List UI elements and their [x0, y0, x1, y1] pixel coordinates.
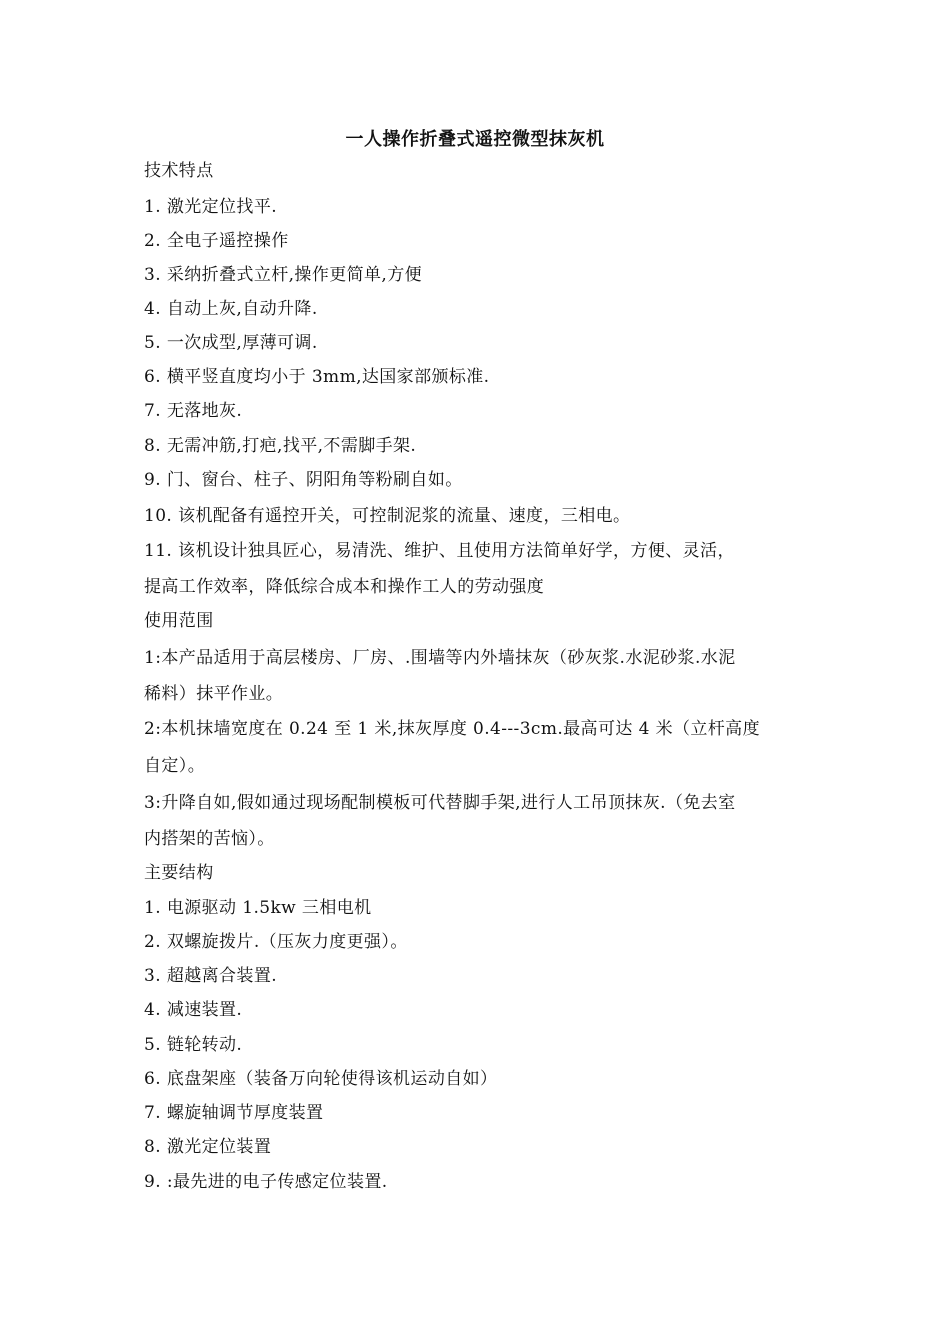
structure-item: 1. 电源驱动 1.5kw 三相电机 [144, 898, 372, 918]
feature-item: 9. 门、窗台、柱子、阴阳角等粉刷自如。 [144, 470, 463, 490]
structure-item: 5. 链轮转动. [144, 1035, 243, 1055]
scope-item: 3:升降自如,假如通过现场配制模板可代替脚手架,进行人工吊顶抹灰.（免去室 [144, 793, 736, 813]
scope-item: 1:本产品适用于高层楼房、厂房、.围墙等内外墙抹灰（砂灰浆.水泥砂浆.水泥 [144, 648, 736, 668]
structure-item: 7. 螺旋轴调节厚度装置 [144, 1103, 324, 1123]
scope-item-continued: 稀料）抹平作业。 [144, 684, 284, 704]
structure-item: 3. 超越离合装置. [144, 966, 278, 986]
feature-item: 6. 横平竖直度均小于 3mm,达国家部颁标准. [144, 367, 490, 387]
structure-item: 2. 双螺旋拨片.（压灰力度更强）。 [144, 932, 408, 952]
document-title: 一人操作折叠式遥控微型抹灰机 [345, 129, 605, 150]
scope-item-continued: 自定）。 [144, 756, 206, 776]
scope-item: 2:本机抹墙宽度在 0.24 至 1 米,抹灰厚度 0.4---3cm.最高可达 4 米（立杆高度 [144, 719, 760, 739]
feature-item: 5. 一次成型,厚薄可调. [144, 333, 318, 353]
feature-item: 8. 无需冲筋,打疤,找平,不需脚手架. [144, 436, 417, 456]
structure-item: 4. 减速装置. [144, 1000, 243, 1020]
feature-item: 4. 自动上灰,自动升降. [144, 299, 318, 319]
features-heading: 技术特点 [144, 161, 214, 181]
feature-item: 3. 采纳折叠式立杆,操作更简单,方便 [144, 265, 423, 285]
feature-item: 2. 全电子遥控操作 [144, 231, 289, 251]
structure-heading: 主要结构 [144, 863, 214, 883]
feature-item: 7. 无落地灰. [144, 401, 243, 421]
feature-item: 1. 激光定位找平. [144, 197, 278, 217]
structure-item: 8. 激光定位装置 [144, 1137, 272, 1157]
feature-item-continued: 提高工作效率，降低综合成本和操作工人的劳动强度 [144, 577, 545, 597]
feature-item: 10. 该机配备有遥控开关，可控制泥浆的流量、速度，三相电。 [144, 506, 631, 526]
structure-item: 9. :最先进的电子传感定位装置. [144, 1172, 388, 1192]
scope-item-continued: 内搭架的苦恼）。 [144, 829, 275, 849]
structure-item: 6. 底盘架座（装备万向轮使得该机运动自如） [144, 1069, 498, 1089]
scope-heading: 使用范围 [144, 611, 214, 631]
feature-item: 11. 该机设计独具匠心，易清洗、维护、且使用方法简单好学，方便、灵活， [144, 541, 735, 561]
